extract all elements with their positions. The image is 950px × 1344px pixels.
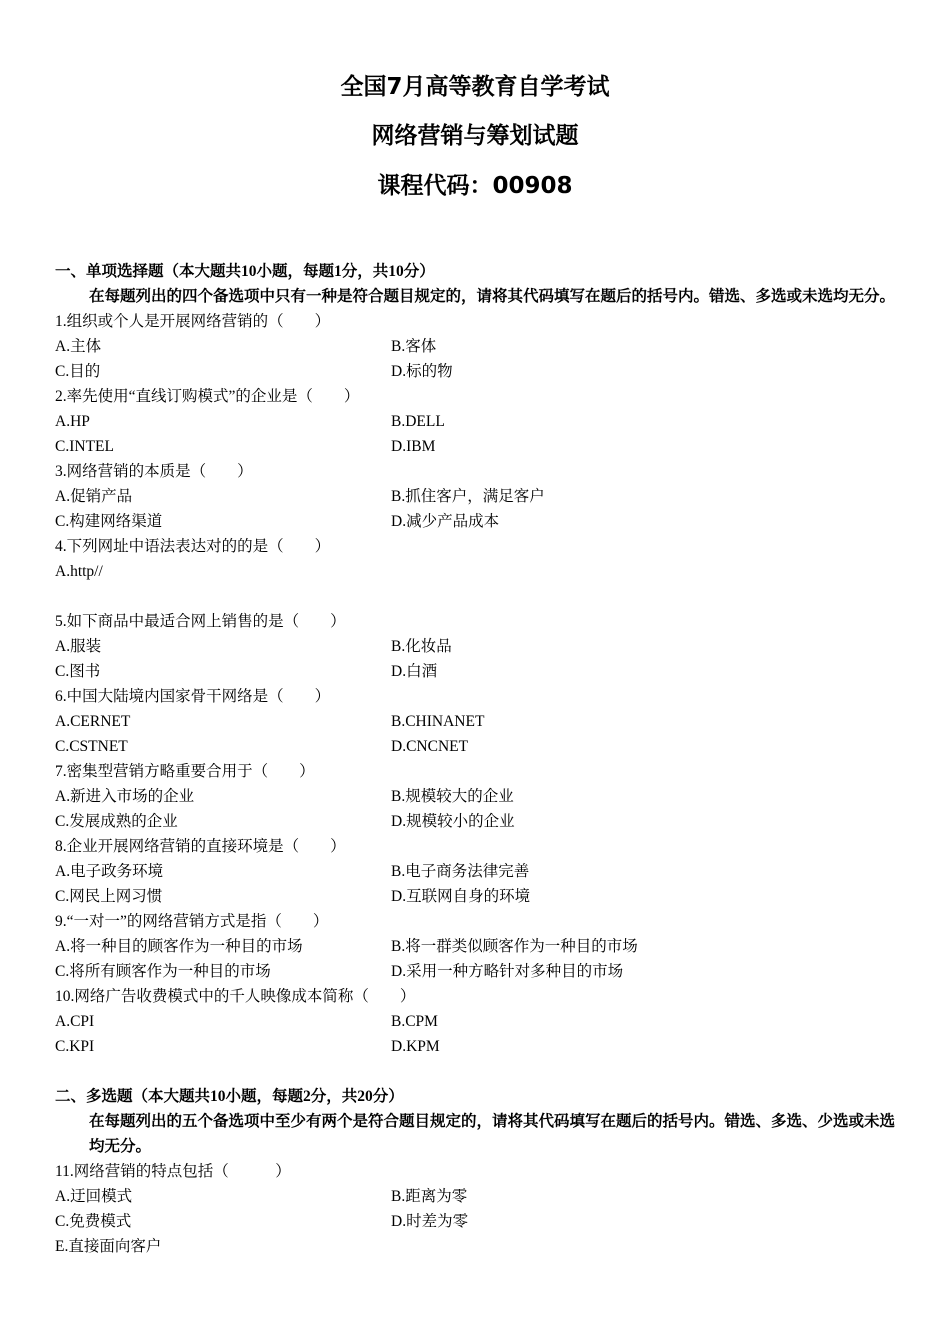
option-b: B.CPM bbox=[391, 1013, 438, 1030]
option-b: B.化妆品 bbox=[391, 638, 452, 655]
option-d: D.标的物 bbox=[391, 363, 453, 380]
option-a: A.电子政务环境 bbox=[55, 863, 164, 880]
options-row bbox=[55, 1009, 900, 1034]
option-a: A.迂回模式 bbox=[55, 1188, 133, 1205]
question-stem: 8.企业开展网络营销的直接环境是（ ） bbox=[55, 838, 346, 855]
option-a: A.CPI bbox=[55, 1013, 95, 1030]
question-stem: 10.网络广告收费模式中的千人映像成本简称（ ） bbox=[55, 988, 416, 1005]
option-c: C.网民上网习惯 bbox=[55, 888, 163, 905]
option-c: C.INTEL bbox=[55, 438, 114, 455]
question-stem: 4.下列网址中语法表达对的的是（ ） bbox=[55, 538, 331, 555]
question-stem: 11.网络营销的特点包括（ ） bbox=[55, 1163, 291, 1180]
option-a: A.主体 bbox=[55, 338, 102, 355]
exam-content bbox=[55, 259, 900, 1259]
option-d: D.时差为零 bbox=[391, 1213, 469, 1230]
option-b: B.抓住客户，满足客户 bbox=[391, 488, 545, 505]
section-1-instruction: 在每题列出的四个备选项中只有一种是符合题目规定的，请将其代码填写在题后的括号内。错选、多选或未选均无分。 bbox=[89, 288, 896, 305]
option-b: B.DELL bbox=[391, 413, 445, 430]
option-e: E.直接面向客户 bbox=[55, 1238, 162, 1255]
option-a: A.新进入市场的企业 bbox=[55, 788, 195, 805]
option-a: A.促销产品 bbox=[55, 488, 133, 505]
option-d: D.互联网自身的环境 bbox=[391, 888, 531, 905]
question-stem: 6.中国大陆境内国家骨干网络是（ ） bbox=[55, 688, 331, 705]
options-row bbox=[55, 809, 900, 834]
option-d: D.KPM bbox=[391, 1038, 440, 1055]
question-stem: 9.“一对一”的网络营销方式是指（ ） bbox=[55, 913, 329, 930]
options-row bbox=[55, 859, 900, 884]
section-2-heading: 二、多选题（本大题共10小题，每题2分，共20分） bbox=[55, 1088, 404, 1105]
option-c: C.免费模式 bbox=[55, 1213, 132, 1230]
option-d: D.采用一种方略针对多种目的市场 bbox=[391, 963, 624, 980]
option-d: D.IBM bbox=[391, 438, 436, 455]
option-d: D.规模较小的企业 bbox=[391, 813, 515, 830]
options-row bbox=[55, 484, 900, 509]
option-d: D.减少产品成本 bbox=[391, 513, 500, 530]
option-b: B.客体 bbox=[391, 338, 437, 355]
options-row bbox=[55, 634, 900, 659]
option-d: D.CNCNET bbox=[391, 738, 469, 755]
option-c: C.KPI bbox=[55, 1038, 95, 1055]
option-c: C.目的 bbox=[55, 363, 101, 380]
course-code: 课程代码：00908 bbox=[377, 173, 573, 199]
option-a: A.http// bbox=[55, 563, 103, 580]
options-row bbox=[55, 1234, 900, 1259]
exam-subject: 网络营销与筹划试题 bbox=[371, 123, 579, 149]
options-row bbox=[55, 434, 900, 459]
options-row bbox=[55, 734, 900, 759]
section-2-instruction: 在每题列出的五个备选项中至少有两个是符合题目规定的，请将其代码填写在题后的括号内。错选、多选、少选或未选均无分。 bbox=[89, 1113, 896, 1155]
blank-line bbox=[55, 584, 900, 609]
option-a: A.HP bbox=[55, 413, 90, 430]
option-b: B.电子商务法律完善 bbox=[391, 863, 530, 880]
option-c: C.将所有顾客作为一种目的市场 bbox=[55, 963, 271, 980]
option-a: A.服装 bbox=[55, 638, 102, 655]
options-row bbox=[55, 1034, 900, 1059]
options-row bbox=[55, 334, 900, 359]
question-stem: 7.密集型营销方略重要合用于（ ） bbox=[55, 763, 315, 780]
question-stem: 2.率先使用“直线订购模式”的企业是（ ） bbox=[55, 388, 360, 405]
option-a: A.CERNET bbox=[55, 713, 131, 730]
options-row bbox=[55, 884, 900, 909]
question-stem: 1.组织或个人是开展网络营销的（ ） bbox=[55, 313, 331, 330]
option-b: B.规模较大的企业 bbox=[391, 788, 514, 805]
option-b: B.CHINANET bbox=[391, 713, 485, 730]
options-row bbox=[55, 1209, 900, 1234]
option-c: C.CSTNET bbox=[55, 738, 128, 755]
options-row bbox=[55, 509, 900, 534]
options-row bbox=[55, 559, 900, 584]
options-row bbox=[55, 659, 900, 684]
option-b: B.距离为零 bbox=[391, 1188, 468, 1205]
options-row bbox=[55, 1184, 900, 1209]
question-stem: 5.如下商品中最适合网上销售的是（ ） bbox=[55, 613, 346, 630]
options-row bbox=[55, 409, 900, 434]
exam-title: 全国7月高等教育自学考试 bbox=[340, 74, 610, 100]
question-stem: 3.网络营销的本质是（ ） bbox=[55, 463, 253, 480]
options-row bbox=[55, 709, 900, 734]
section-1-heading: 一、单项选择题（本大题共10小题，每题1分，共10分） bbox=[55, 263, 435, 280]
blank-line bbox=[55, 1059, 900, 1084]
option-c: C.构建网络渠道 bbox=[55, 513, 163, 530]
option-c: C.发展成熟的企业 bbox=[55, 813, 178, 830]
option-c: C.图书 bbox=[55, 663, 101, 680]
option-a: A.将一种目的顾客作为一种目的市场 bbox=[55, 938, 303, 955]
options-row bbox=[55, 359, 900, 384]
options-row bbox=[55, 934, 900, 959]
option-d: D.白酒 bbox=[391, 663, 438, 680]
options-row bbox=[55, 959, 900, 984]
options-row bbox=[55, 784, 900, 809]
option-b: B.将一群类似顾客作为一种目的市场 bbox=[391, 938, 638, 955]
